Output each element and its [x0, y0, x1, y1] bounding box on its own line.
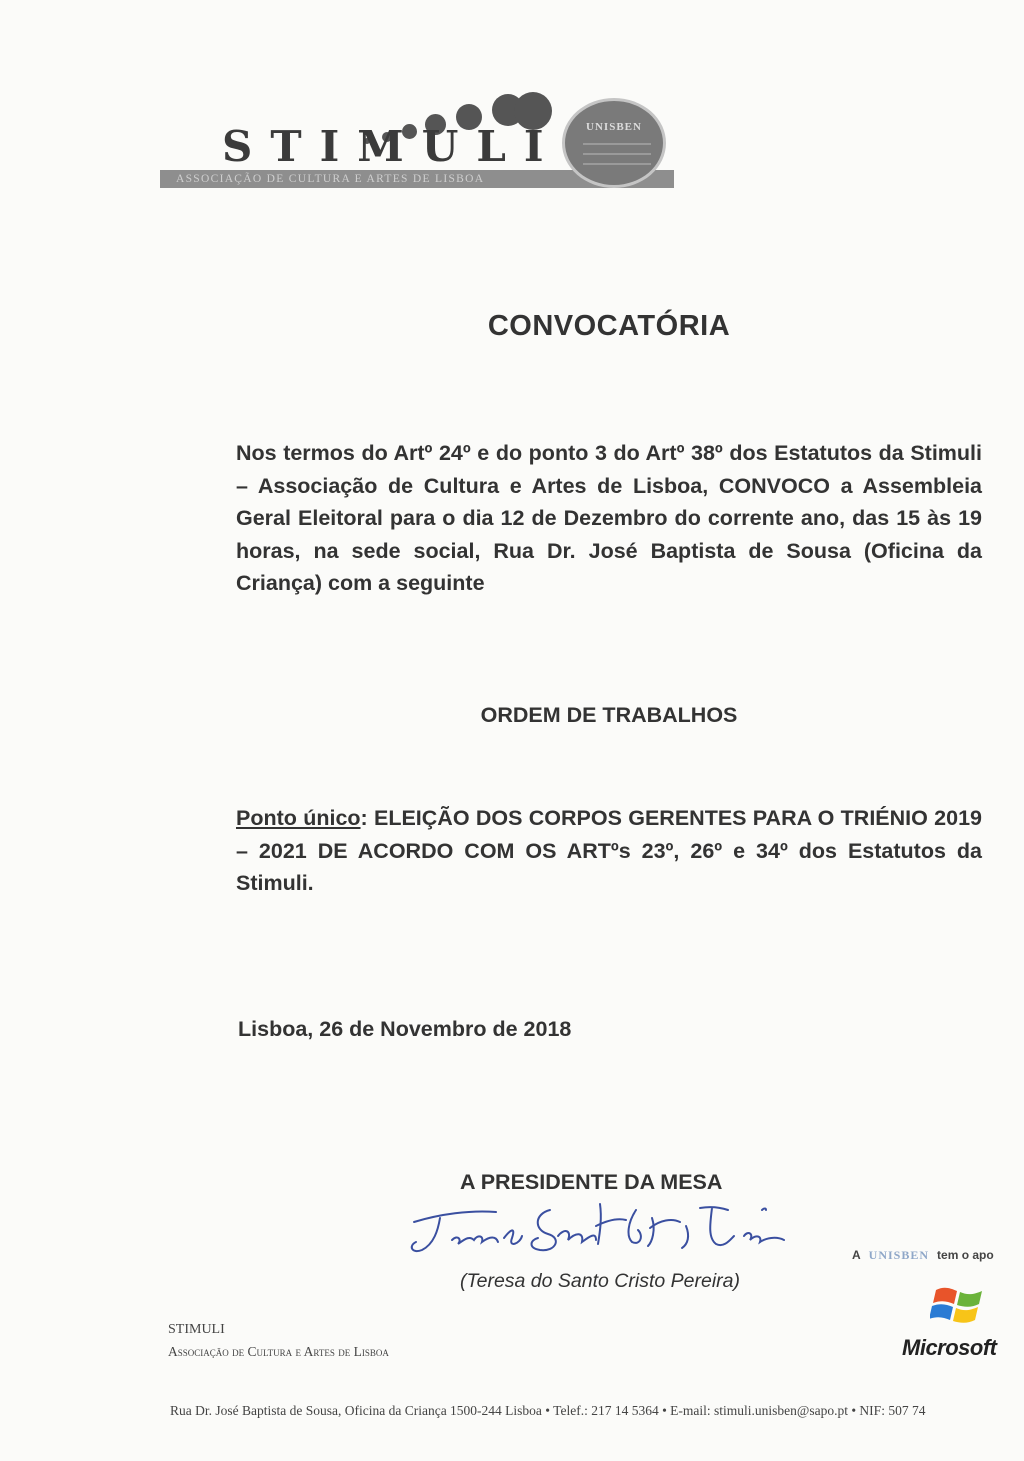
seal-line	[583, 163, 651, 165]
agenda-point	[236, 802, 982, 900]
windows-flag-icon	[930, 1280, 990, 1330]
signatory-name: (Teresa do Santo Cristo Pereira)	[460, 1270, 740, 1292]
letterhead	[0, 0, 1024, 200]
agenda-title: ORDEM DE TRABALHOS	[480, 703, 738, 727]
handwritten-signature-icon	[400, 1196, 800, 1266]
footer-org-name: STIMULI	[168, 1322, 225, 1337]
sponsor-logo-word: Microsoft	[902, 1335, 997, 1360]
agenda-point-label: Ponto único	[236, 806, 361, 830]
letterhead-tagline: ASSOCIAÇÃO DE CULTURA E ARTES DE LISBOA	[176, 173, 485, 185]
footer-org-subtitle: Associação de Cultura e Artes de Lisboa	[168, 1344, 389, 1359]
convocation-paragraph: Nos termos do Artº 24º e do ponto 3 do Artº 38º dos Estatutos da Stimuli – Associação de Cultura e Artes de Lisboa, CONVOCO a Assembleia Geral Eleitoral para o dia 12 de Dezembro do corrente ano, das 15 às 19 horas, na sede social, Rua Dr. José Baptista de Sousa (Oficina da Criança) com a seguinte	[236, 441, 982, 595]
sponsor-name: UNISBEN	[868, 1248, 930, 1262]
signatory-role: A PRESIDENTE DA MESA	[460, 1170, 723, 1194]
letterhead-name: STIMULI	[222, 122, 562, 171]
document-title: CONVOCATÓRIA	[487, 310, 731, 342]
sponsor-prefix: A	[852, 1248, 861, 1262]
seal-line	[583, 143, 651, 145]
sponsor-suffix: tem o apo	[937, 1248, 994, 1262]
seal-text: UNISBEN	[586, 121, 642, 133]
seal-line	[583, 153, 651, 155]
sponsor-line	[852, 1248, 1024, 1263]
footer-address: Rua Dr. José Baptista de Sousa, Oficina da Criança 1500-244 Lisboa • Telef.: 217 14 5364 • E-mail: stimuli.unisben@sapo.pt • NIF: 507 74	[170, 1403, 926, 1418]
unisben-seal-icon	[562, 98, 666, 188]
date-line: Lisboa, 26 de Novembro de 2018	[238, 1017, 572, 1041]
agenda-point-text: : ELEIÇÃO DOS CORPOS GERENTES PARA O TRIÉNIO 2019 – 2021 DE ACORDO COM OS ARTºs 23º, 26º e 34º dos Estatutos da Stimuli.	[236, 806, 982, 895]
